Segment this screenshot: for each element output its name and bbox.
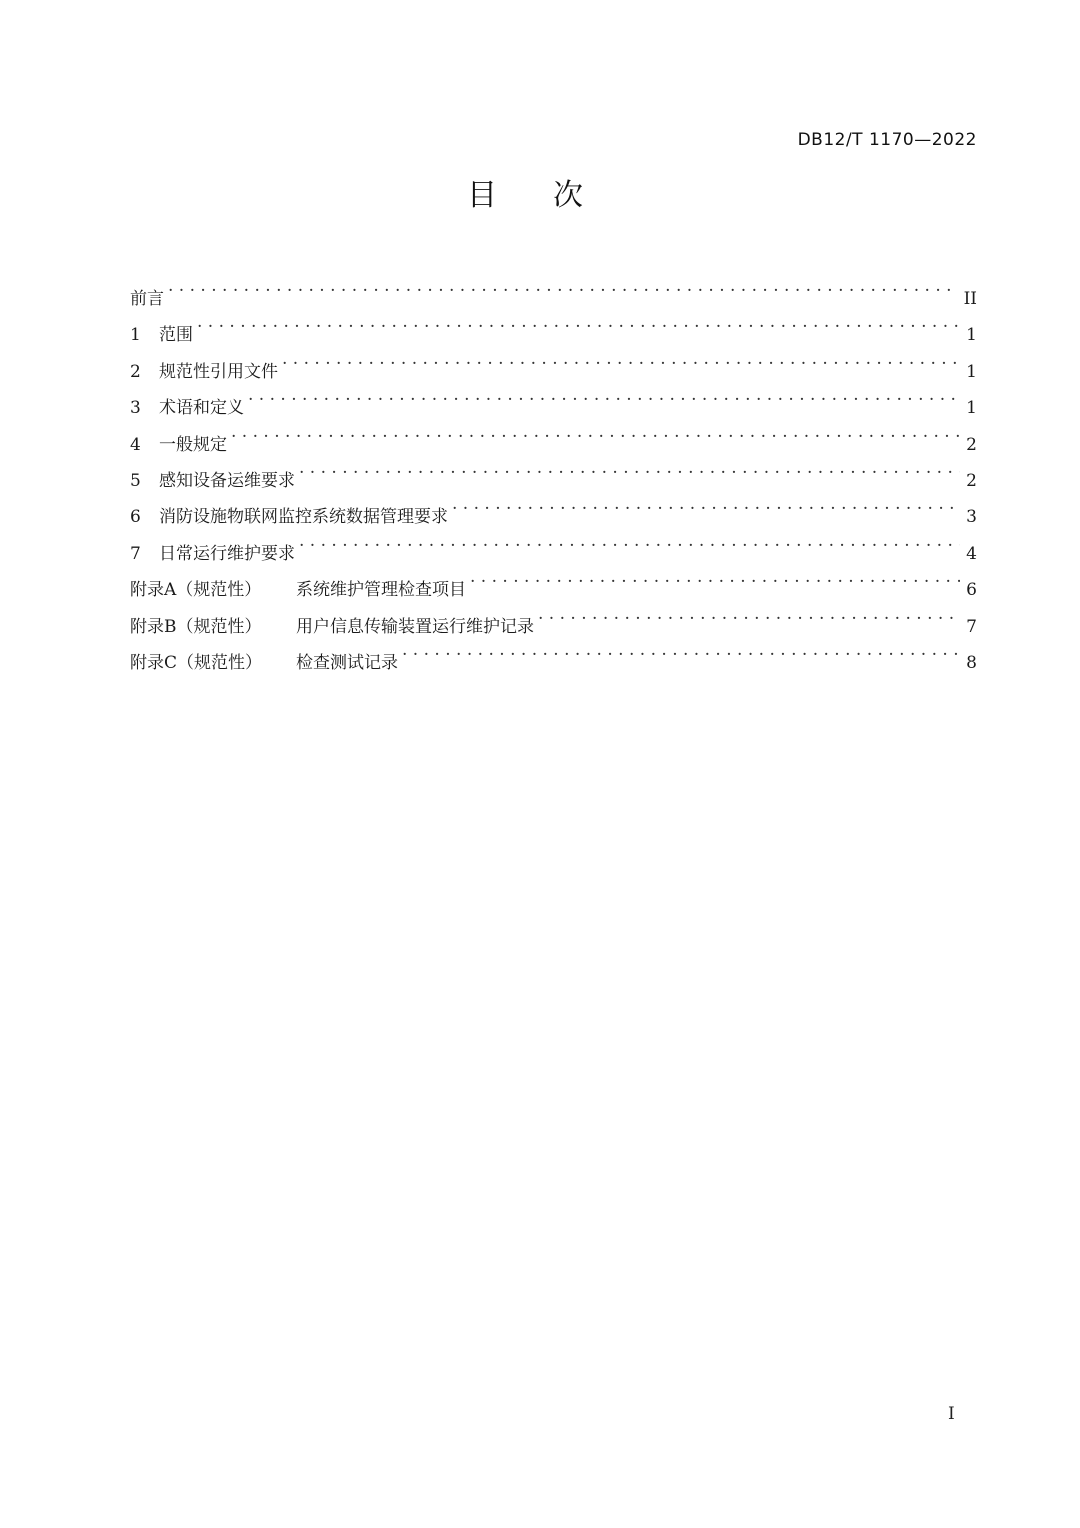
toc-entry-page: 6: [966, 580, 977, 601]
toc-entry-number: 6: [130, 507, 141, 528]
toc-entry-sensing-device-maintenance[interactable]: [130, 450, 977, 491]
toc-entry-label: 前言: [130, 289, 164, 309]
toc-entry-number: 1: [130, 325, 141, 346]
toc-leader-dots: [470, 559, 960, 595]
document-code: DB12/T 1170—2022: [797, 130, 977, 150]
toc-annex-label: 附录C（规范性）: [130, 652, 263, 673]
toc-entry-page: 3: [966, 507, 977, 528]
toc-annex-label: 附录A（规范性）: [130, 580, 262, 601]
toc-entry-page: 4: [966, 543, 977, 564]
toc-entry-label: 范围: [159, 325, 193, 346]
toc-entry-number: 2: [130, 361, 141, 382]
toc-leader-dots: [299, 523, 960, 559]
toc-leader-dots: [452, 486, 960, 522]
toc-entry-number: 7: [130, 543, 141, 564]
toc-entry-foreword[interactable]: [130, 268, 977, 309]
page-number: I: [948, 1404, 955, 1424]
toc-entry-normative-references[interactable]: [130, 341, 977, 382]
toc-entry-scope[interactable]: [130, 304, 977, 346]
toc-leader-dots: [168, 268, 958, 304]
toc-entry-label: 感知设备运维要求: [159, 470, 295, 491]
toc-entry-page: 2: [966, 434, 977, 455]
toc-leader-dots: [231, 414, 960, 450]
toc-entry-terms-definitions[interactable]: [130, 377, 977, 419]
toc-entry-number: 3: [130, 398, 141, 419]
toc-title: 目次: [467, 178, 639, 213]
toc-entry-page: 1: [966, 361, 977, 382]
toc-entry-label: 术语和定义: [159, 398, 244, 419]
toc-entry-label: 一般规定: [159, 434, 227, 455]
toc-leader-dots: [299, 450, 960, 486]
toc-entry-number: 5: [130, 470, 141, 491]
toc-entry-page: 7: [966, 616, 977, 637]
toc-entry-label: 日常运行维护要求: [159, 543, 295, 564]
table-of-contents: [130, 268, 977, 673]
toc-entry-label: 检查测试记录: [296, 652, 398, 673]
toc-annex-label: 附录B（规范性）: [130, 616, 262, 637]
toc-entry-label: 用户信息传输装置运行维护记录: [296, 616, 534, 637]
toc-leader-dots: [402, 632, 960, 668]
toc-entry-page: 2: [966, 470, 977, 491]
toc-entry-general-provisions[interactable]: [130, 414, 977, 455]
toc-entry-label: 规范性引用文件: [159, 361, 278, 382]
toc-leader-dots: [282, 341, 960, 377]
toc-entry-page: II: [963, 289, 977, 309]
toc-entry-number: 4: [130, 434, 141, 455]
toc-leader-dots: [538, 596, 960, 632]
toc-entry-label: 系统维护管理检查项目: [296, 580, 466, 601]
toc-entry-label: 消防设施物联网监控系统数据管理要求: [159, 507, 448, 528]
toc-leader-dots: [248, 377, 960, 413]
toc-entry-page: 1: [966, 398, 977, 419]
toc-leader-dots: [197, 304, 960, 340]
toc-entry-page: 8: [966, 652, 977, 673]
toc-entry-page: 1: [966, 325, 977, 346]
